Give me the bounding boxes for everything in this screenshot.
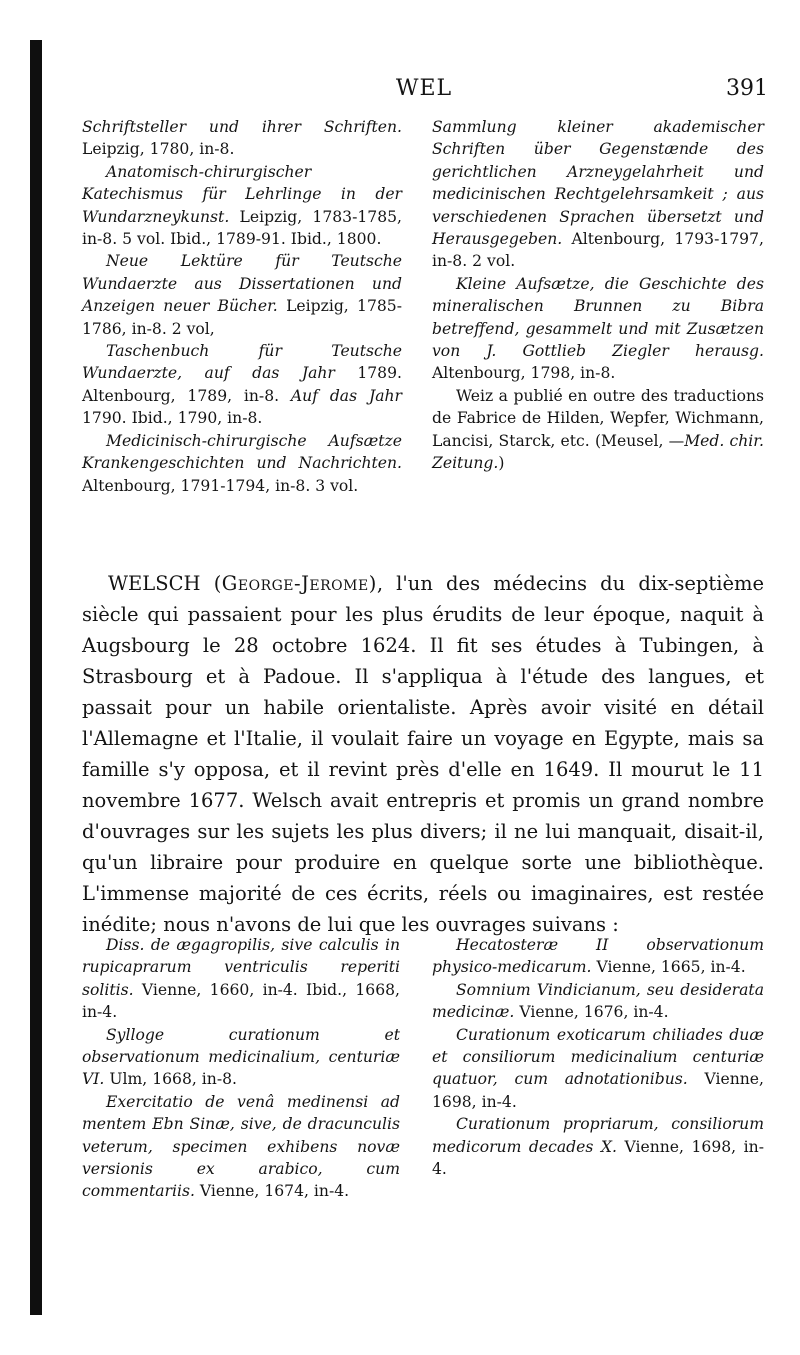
- article-forenames: (George-Jerome): [213, 572, 377, 595]
- entry: [82, 340, 402, 430]
- upper-left-column: [82, 116, 402, 497]
- work-entry: [432, 1113, 764, 1180]
- work-title: Hecatosteræ II observationum physico-medicarum.: [432, 936, 764, 977]
- work-entry: [432, 934, 764, 979]
- work-imprint: Ulm, 1668, in-8.: [109, 1070, 237, 1089]
- work-title: Kleine Aufsætze, die Geschichte des mineralischen Brunnen zu Bibra betreffend, gesammelt und mit Zusætzen von J. Gottlieb Ziegler herausg.: [432, 274, 764, 361]
- work-imprint: Vienne, 1660, in-4. Ibid., 1668, in-4.: [82, 980, 400, 1022]
- works-left-column: [82, 934, 400, 1203]
- entry: [432, 116, 764, 273]
- work-imprint: Leipzig, 1785-1786, in-8. 2 vol,: [82, 297, 402, 338]
- work-title: Exercitatio de venâ medinensi ad mentem Ebn Sinæ, sive, de dracunculis veterum, specimen exhibens novæ versionis ex arabico, cum commentariis.: [82, 1092, 400, 1201]
- work-imprint: Leipzig, 1780, in-8.: [82, 140, 235, 159]
- article-body: [82, 568, 764, 940]
- work-imprint: Altenbourg, 1798, in-8.: [432, 364, 616, 383]
- work-entry: [432, 1024, 764, 1114]
- work-imprint: 1790. Ibid., 1790, in-8.: [82, 409, 263, 428]
- work-title: Schriftsteller und ihrer Schriften.: [82, 118, 402, 136]
- work-title: Anatomisch-chirurgischer Katechismus für Lehrlinge in der Wundarzneykunst.: [82, 162, 402, 226]
- works-right-column: [432, 934, 764, 1180]
- source-open: (Meusel, —: [594, 431, 685, 450]
- note-text: Weiz a publié en outre des traductions de Fabrice de Hilden, Wepfer, Wichmann, Lancisi, Starck, etc.: [432, 386, 764, 450]
- running-head: WEL: [395, 76, 453, 101]
- entry: [82, 250, 402, 340]
- work-imprint: Vienne, 1676, in-4.: [519, 1003, 669, 1022]
- work-title: Curationum exoticarum chiliades duæ et consiliorum medicinalium centuriæ quatuor, cum adnotationibus.: [432, 1025, 764, 1089]
- binding-edge: [30, 40, 42, 1315]
- work-imprint: Vienne, 1698, in-4.: [432, 1137, 764, 1179]
- entry: [82, 430, 402, 497]
- page-number: 391: [726, 76, 768, 101]
- work-title: Taschenbuch für Teutsche Wundaerzte, auf das Jahr: [82, 342, 402, 383]
- upper-right-column: [432, 116, 764, 475]
- work-imprint: 1789. Altenbourg, 1789, in-8.: [82, 364, 402, 405]
- work-title: Auf das Jahr: [290, 386, 402, 405]
- entry: [82, 161, 402, 251]
- work-imprint: Vienne, 1698, in-4.: [432, 1070, 764, 1111]
- work-imprint: Leipzig, 1783-1785, in-8. 5 vol. Ibid., 1789-91. Ibid., 1800.: [82, 207, 402, 249]
- work-title: Diss. de ægagropilis, sive calculis in rupicaprarum ventriculis reperiti solitis.: [82, 936, 400, 999]
- work-title: Sammlung kleiner akademischer Schriften über Gegenstænde des gerichtlichen Arzneygelahrheit und medicinischen Rechtgelehrsamkeit ; aus verschiedenen Sprachen übersetzt und Herausgegeben.: [432, 118, 764, 249]
- work-entry: [82, 934, 400, 1024]
- note: [432, 385, 764, 475]
- page-header: [80, 76, 768, 108]
- source-title: Med. chir. Zeitung.: [432, 431, 764, 473]
- work-entry: [432, 979, 764, 1024]
- article-text: , l'un des médecins du dix-septième siècle qui passaient pour les plus érudits de leur époque, naquit à Augsbourg le 28 octobre 1624. Il fit ses études à Tubingen, à Strasbourg et à Padoue. Il s'appliqua à l'étude des langues, et passait pour un habile orientaliste. Après avoir visité en détail l'Allemagne et l'Italie, il voulait faire un voyage en Egypte, mais sa famille s'y opposa, et il revint près d'elle en 1649. Il mourut le 11 novembre 1677. Welsch avait entrepris et promis un grand nombre d'ouvrages sur les sujets les plus divers; il ne lui manquait, disait-il, qu'un libraire pour produire en quelque sorte une bibliothèque. L'immense majorité de ces écrits, réels ou imaginaires, est restée inédite; nous n'avons de lui que les ouvrages suivans :: [82, 572, 765, 936]
- source-close: ): [498, 454, 505, 473]
- work-title: Curationum propriarum, consiliorum medicorum decades X.: [432, 1115, 764, 1156]
- work-imprint: Vienne, 1674, in-4.: [199, 1182, 350, 1201]
- entry: [82, 116, 402, 161]
- work-title: Neue Lektüre für Teutsche Wundaerzte aus Dissertationen und Anzeigen neuer Bücher.: [82, 252, 402, 316]
- entry: [432, 273, 764, 385]
- work-title: Medicinisch-chirurgische Aufsætze Krankengeschichten und Nachrichten.: [82, 431, 402, 473]
- work-imprint: Altenbourg, 1791-1794, in-8. 3 vol.: [82, 476, 359, 495]
- work-entry: [82, 1091, 400, 1203]
- article-paragraph: [82, 568, 764, 940]
- work-imprint: Altenbourg, 1793-1797, in-8. 2 vol.: [432, 230, 764, 271]
- article-name: WELSCH: [108, 572, 201, 595]
- work-title: Somnium Vindicianum, seu desiderata medicinæ.: [432, 980, 764, 1022]
- work-title: Sylloge curationum et observationum medicinalium, centuriæ VI.: [82, 1025, 400, 1089]
- work-entry: [82, 1024, 400, 1091]
- work-imprint: Vienne, 1665, in-4.: [596, 958, 746, 977]
